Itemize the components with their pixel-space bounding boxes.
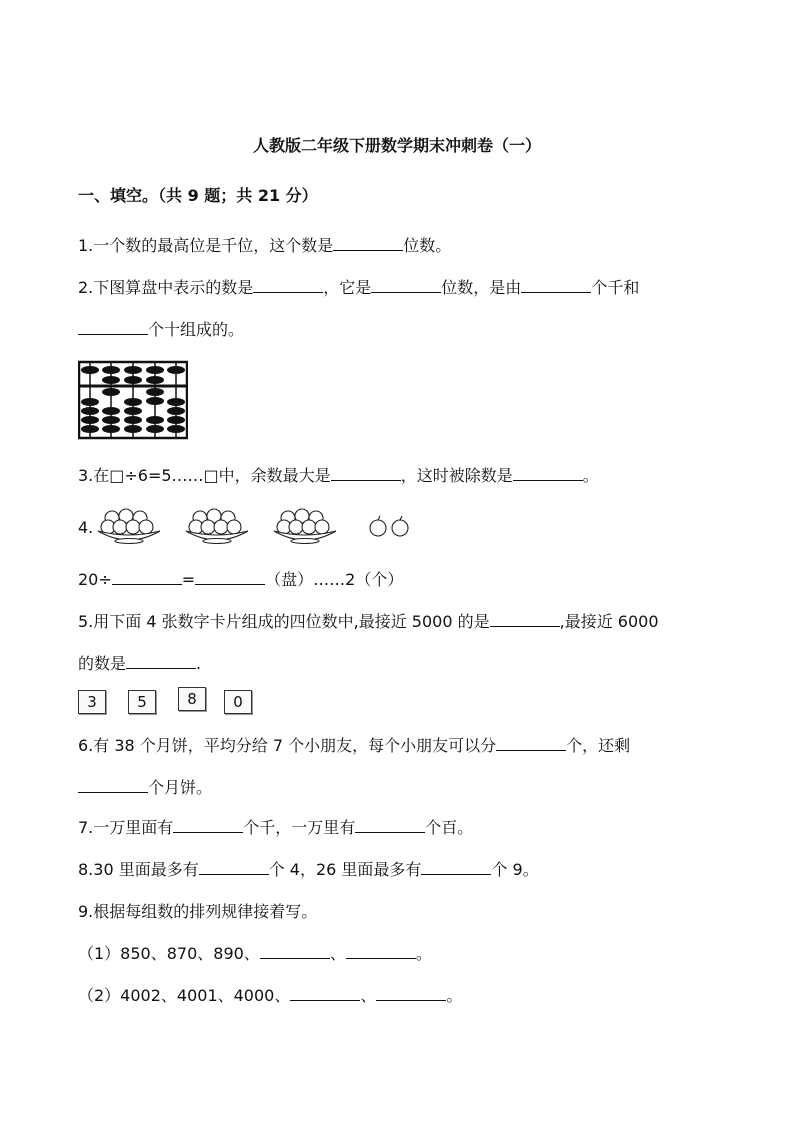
question-1	[78, 236, 451, 256]
q5-text-end: .	[196, 654, 202, 673]
question-6-cont	[78, 778, 212, 798]
q6-text: 个，还剩	[566, 736, 631, 755]
q9-text-end: 。	[446, 986, 463, 1005]
fruit-plate-icon	[184, 505, 250, 547]
q2-text: 位数，是由	[441, 278, 522, 297]
q4-text: 20÷	[78, 570, 112, 589]
question-5	[78, 612, 659, 632]
q3-text: ，这时被除数是	[400, 466, 513, 485]
q4-text-end: （盘）……2（个）	[265, 570, 404, 589]
answer-blank[interactable]	[371, 278, 441, 293]
answer-blank[interactable]	[112, 570, 182, 585]
question-9-part-2	[78, 986, 462, 1006]
q6-text-end: 个月饼。	[148, 778, 213, 797]
number-card: 0	[224, 690, 252, 714]
q6-text: 6.有 38 个月饼，平均分给 7 个小朋友，每个小朋友可以分	[78, 736, 497, 755]
answer-blank[interactable]	[290, 986, 360, 1001]
question-4-number: 4.	[78, 518, 94, 537]
answer-blank[interactable]	[521, 278, 591, 293]
answer-blank[interactable]	[333, 236, 403, 251]
number-card: 3	[78, 690, 106, 714]
number-card: 5	[128, 690, 156, 714]
q3-text-end: 。	[582, 466, 599, 485]
q5-text: ,最接近 6000	[559, 612, 659, 631]
q2-text: ，它是	[323, 278, 372, 297]
q3-text: 3.在□÷6=5……□中，余数最大是	[78, 466, 331, 485]
answer-blank[interactable]	[253, 278, 323, 293]
q9-text: （2）4002、4001、4000、	[78, 986, 291, 1005]
q9-text: 、	[360, 986, 377, 1005]
q9-text: 、	[329, 944, 346, 963]
q1-text: 1.一个数的最高位是千位，这个数是	[78, 236, 334, 255]
q8-text-end: 个 9。	[491, 860, 539, 879]
answer-blank[interactable]	[421, 860, 491, 875]
q2-text: 个千和	[591, 278, 640, 297]
question-4-equation	[78, 570, 403, 590]
q7-text: 个千，一万里有	[243, 818, 356, 837]
answer-blank[interactable]	[496, 736, 566, 751]
number-card: 8	[178, 687, 206, 711]
page-title: 人教版二年级下册数学期末冲刺卷（一）	[252, 136, 541, 155]
q9-text-end: 。	[415, 944, 432, 963]
answer-blank[interactable]	[199, 860, 269, 875]
answer-blank[interactable]	[346, 944, 416, 959]
q7-text: 7.一万里面有	[78, 818, 174, 837]
q9-text: （1）850、870、890、	[78, 944, 260, 963]
question-5-cont	[78, 654, 201, 674]
question-6	[78, 736, 630, 756]
q1-text-end: 位数。	[403, 236, 452, 255]
question-3	[78, 466, 599, 486]
question-9: 9.根据每组数的排列规律接着写。	[78, 902, 318, 921]
section-heading: 一、填空。（共 9 题；共 21 分）	[78, 186, 318, 205]
question-7	[78, 818, 473, 838]
q5-text: 5.用下面 4 张数字卡片组成的四位数中,最接近 5000 的是	[78, 612, 490, 631]
q7-text-end: 个百。	[425, 818, 474, 837]
abacus-image	[78, 360, 188, 440]
question-2	[78, 278, 639, 298]
answer-blank[interactable]	[126, 654, 196, 669]
answer-blank[interactable]	[490, 612, 560, 627]
q2-text: 2.下图算盘中表示的数是	[78, 278, 254, 297]
answer-blank[interactable]	[331, 466, 401, 481]
answer-blank[interactable]	[195, 570, 265, 585]
fruit-plate-icon	[96, 505, 162, 547]
q8-text: 8.30 里面最多有	[78, 860, 199, 879]
q8-text: 个 4，26 里面最多有	[268, 860, 422, 879]
answer-blank[interactable]	[78, 320, 148, 335]
q4-text: =	[181, 570, 196, 589]
question-2-cont	[78, 320, 244, 340]
answer-blank[interactable]	[376, 986, 446, 1001]
two-apples-icon	[366, 514, 416, 540]
q2-text-end: 个十组成的。	[148, 320, 245, 339]
q5-text: 的数是	[78, 654, 127, 673]
answer-blank[interactable]	[78, 778, 148, 793]
answer-blank[interactable]	[513, 466, 583, 481]
fruit-plate-icon	[272, 505, 338, 547]
answer-blank[interactable]	[173, 818, 243, 833]
answer-blank[interactable]	[260, 944, 330, 959]
answer-blank[interactable]	[355, 818, 425, 833]
question-9-part-1	[78, 944, 432, 964]
question-8	[78, 860, 539, 880]
